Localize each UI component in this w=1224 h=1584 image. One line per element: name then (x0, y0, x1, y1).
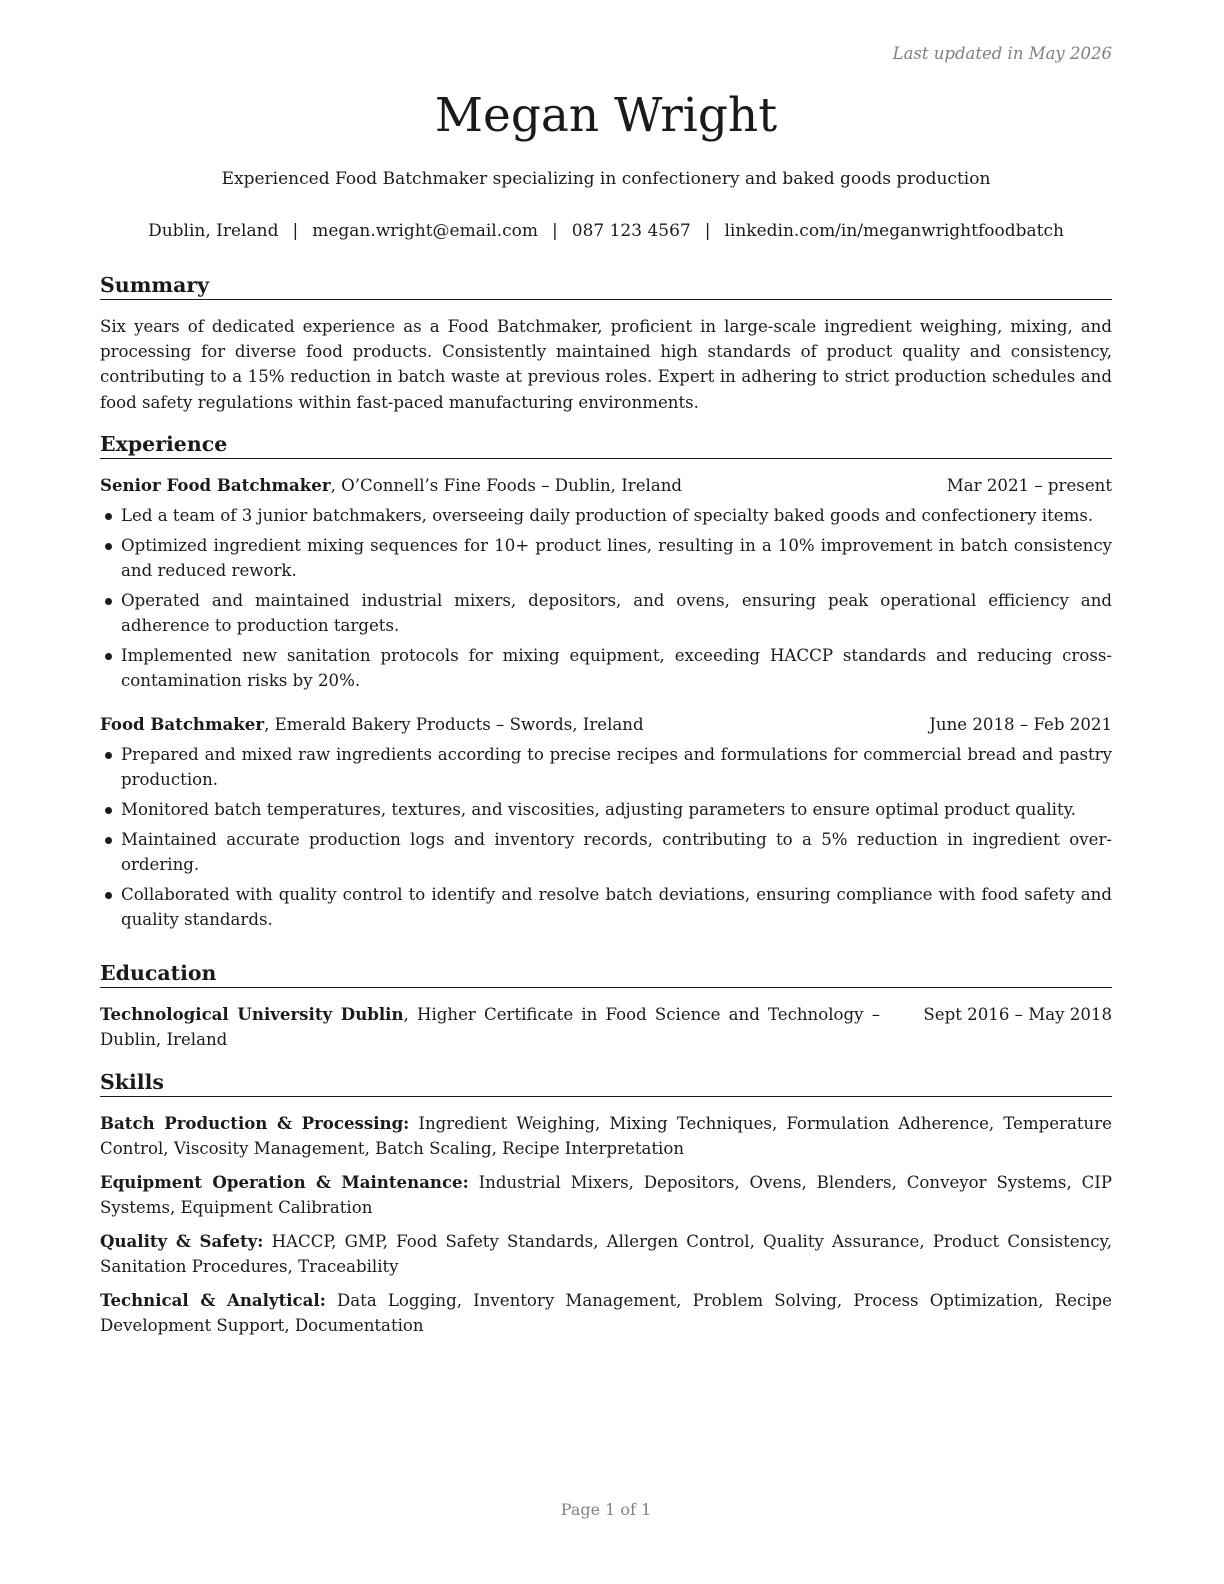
skill-group (100, 1288, 1112, 1338)
job-dates: June 2018 – Feb 2021 (929, 715, 1112, 734)
job-bullet: Led a team of 3 junior batchmakers, overseeing daily production of specialty baked goods and confectionery items. (100, 503, 1112, 528)
page-number: Page 1 of 1 (560, 1500, 652, 1519)
contact-separator: | (292, 221, 299, 241)
job-header (100, 473, 1112, 498)
education-dates: Sept 2016 – May 2018 (923, 1005, 1112, 1024)
job-company: , Emerald Bakery Products – Swords, Ireland (264, 715, 644, 734)
last-updated-note: Last updated in May 2026 (892, 44, 1112, 63)
skill-group-items: Ingredient Weighing, Mixing Techniques, Formulation Adherence, Temperature Control, Viscosity Management, Batch Scaling, Recipe Interpretation (100, 1114, 1112, 1158)
summary-text: Six years of dedicated experience as a Food Batchmaker, proficient in large-scale ingredient weighing, mixing, and processing for diverse food products. Consistently maintained high standards of product quality and consistency, contributing to a 15% reduction in batch waste at previous roles. Expert in adhering to strict production schedules and food safety regulations within fast-paced manufacturing environments. (100, 317, 1112, 412)
skill-group-label: Technical & Analytical: (100, 1290, 326, 1310)
job-entry (100, 473, 1112, 693)
skill-group-label: Quality & Safety: (100, 1231, 264, 1251)
education-detail: , Higher Certificate in Food Science and Technology – Dublin, Ireland (100, 1005, 880, 1049)
section-heading-summary: Summary (100, 271, 1112, 300)
resume-page (100, 0, 1112, 1584)
contact-separator: | (552, 221, 558, 241)
contact-phone: 087 123 4567 (571, 221, 691, 241)
summary-section (100, 271, 1112, 415)
job-header (100, 712, 1112, 737)
skills-section (100, 1068, 1112, 1347)
job-bullet: Monitored batch temperatures, textures, and viscosities, adjusting parameters to ensure optimal product quality. (100, 797, 1112, 822)
contact-line (100, 219, 1112, 243)
job-entry (100, 712, 1112, 932)
skill-group-label: Batch Production & Processing: (100, 1113, 410, 1133)
job-company: , O’Connell’s Fine Foods – Dublin, Ireland (330, 476, 683, 495)
skill-group-label: Equipment Operation & Maintenance: (100, 1172, 469, 1192)
education-entry (100, 1002, 1112, 1052)
job-title: Senior Food Batchmaker (100, 475, 331, 495)
skills-list (100, 1111, 1112, 1338)
job-bullet: Maintained accurate production logs and inventory records, contributing to a 5% reduction in ingredient over-ordering. (100, 827, 1112, 877)
job-bullets (100, 742, 1112, 932)
section-heading-education: Education (100, 959, 1112, 988)
skill-group (100, 1111, 1112, 1161)
job-bullet: Prepared and mixed raw ingredients according to precise recipes and formulations for commercial bread and pastry production. (100, 742, 1112, 792)
skill-group (100, 1170, 1112, 1220)
skill-group (100, 1229, 1112, 1279)
contact-separator: | (704, 221, 711, 241)
job-bullet: Implemented new sanitation protocols for mixing equipment, exceeding HACCP standards and reducing cross-contamination risks by 20%. (100, 643, 1112, 693)
experience-section (100, 430, 1112, 932)
job-bullet: Optimized ingredient mixing sequences for 10+ product lines, resulting in a 10% improvement in batch consistency and reduced rework. (100, 533, 1112, 583)
contact-linkedin[interactable]: linkedin.com/in/meganwrightfoodbatch (724, 221, 1064, 241)
section-heading-experience: Experience (100, 430, 1112, 459)
job-title: Food Batchmaker (100, 714, 265, 734)
skill-group-items: HACCP, GMP, Food Safety Standards, Allergen Control, Quality Assurance, Product Consistency, Sanitation Procedures, Traceability (100, 1232, 1112, 1276)
candidate-name: Megan Wright (434, 88, 778, 143)
education-section (100, 959, 1112, 1052)
job-bullet: Collaborated with quality control to identify and resolve batch deviations, ensuring compliance with food safety and quality standards. (100, 882, 1112, 932)
contact-email[interactable]: megan.wright@email.com (312, 221, 539, 241)
job-dates: Mar 2021 – present (946, 476, 1112, 495)
education-school: Technological University Dublin (100, 1004, 404, 1024)
tagline: Experienced Food Batchmaker specializing in confectionery and baked goods production (221, 169, 991, 189)
contact-location: Dublin, Ireland (148, 221, 279, 241)
section-heading-skills: Skills (100, 1068, 1112, 1097)
job-bullets (100, 503, 1112, 693)
job-bullet: Operated and maintained industrial mixers, depositors, and ovens, ensuring peak operational efficiency and adherence to production targets. (100, 588, 1112, 638)
skill-group-items: Industrial Mixers, Depositors, Ovens, Blenders, Conveyor Systems, CIP Systems, Equipment Calibration (100, 1173, 1113, 1217)
skill-group-items: Data Logging, Inventory Management, Problem Solving, Process Optimization, Recipe Development Support, Documentation (100, 1291, 1112, 1335)
